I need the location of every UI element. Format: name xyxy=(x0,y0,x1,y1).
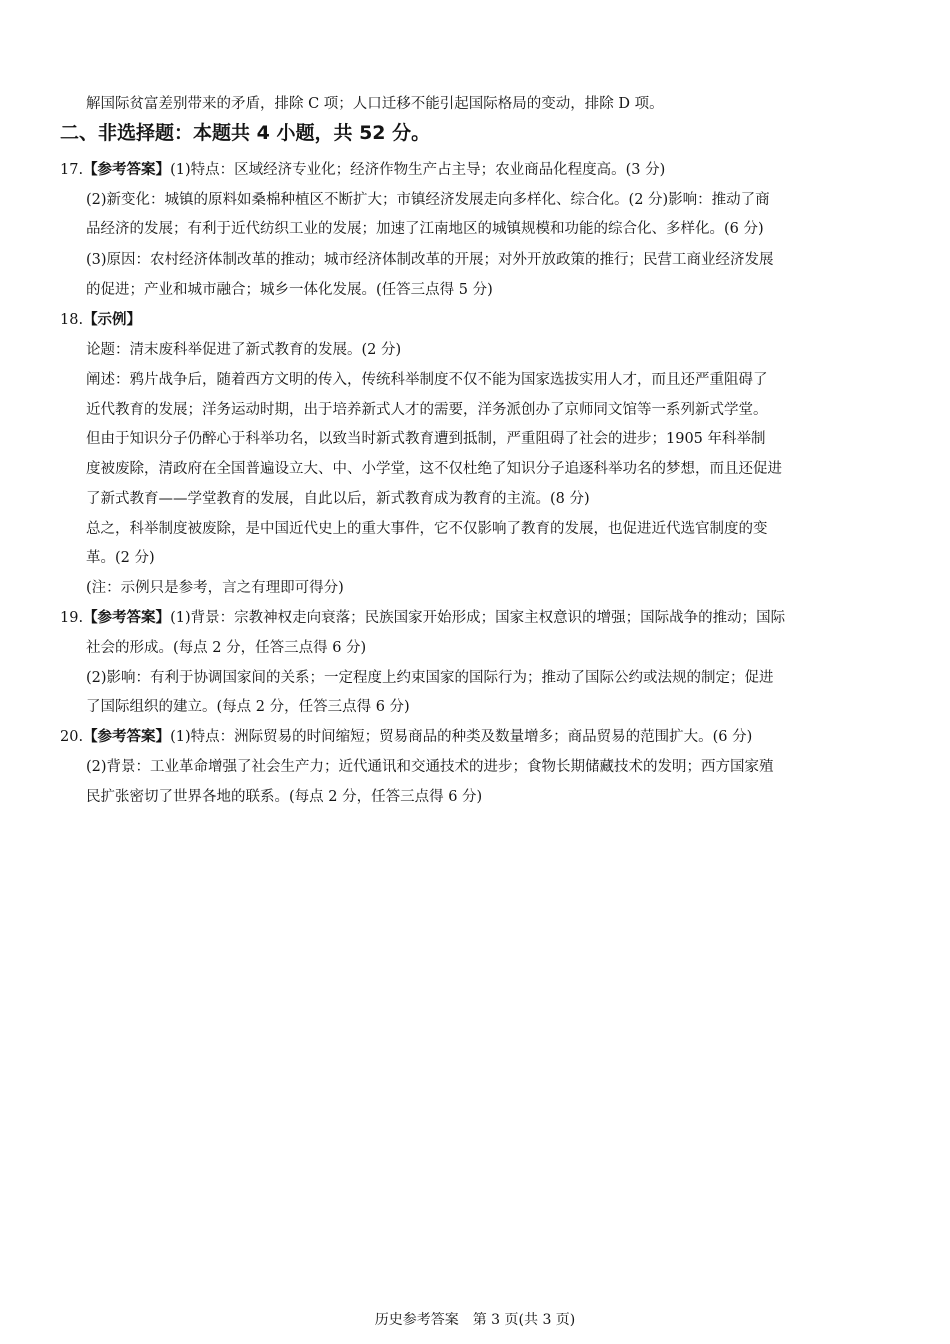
q18-line: 总之，科举制度被废除，是中国近代史上的重大事件，它不仅影响了教育的发展，也促进近代选官制度的变 xyxy=(86,521,768,537)
q19-line: (2)影响：有利于协调国家间的关系；一定程度上约束国家的国际行为；推动了国际公约或法规的制定；促进 xyxy=(86,670,774,686)
q19-first-line xyxy=(60,608,785,628)
q19-line: 了国际组织的建立。(每点 2 分，任答三点得 6 分) xyxy=(86,699,410,715)
q18-tag: 【示例】 xyxy=(83,312,142,328)
q17-first-line xyxy=(60,160,665,180)
q18-line: 革。(2 分) xyxy=(86,550,155,566)
q19-line: 社会的形成。(每点 2 分，任答三点得 6 分) xyxy=(86,640,367,656)
q18-line: 了新式教育——学堂教育的发展，自此以后，新式教育成为教育的主流。(8 分) xyxy=(86,491,590,507)
q20-number: 20. xyxy=(60,729,84,745)
q18-line: 度被废除，清政府在全国普遍设立大、中、小学堂，这不仅杜绝了知识分子追逐科举功名的梦想，而且还促进 xyxy=(86,461,782,477)
q17-line: (1)特点：区域经济专业化；经济作物生产占主导；农业商品化程度高。(3 分) xyxy=(170,162,666,178)
q18-line: 但由于知识分子仍醉心于科举功名，以致当时新式教育遭到抵制，严重阻碍了社会的进步；1905 年科举制 xyxy=(86,431,766,447)
q17-line: 的促进；产业和城市融合；城乡一体化发展。(任答三点得 5 分) xyxy=(86,282,493,298)
q19-tag: 【参考答案】 xyxy=(83,610,171,626)
q19-number: 19. xyxy=(60,610,84,626)
q20-line: (1)特点：洲际贸易的时间缩短；贸易商品的种类及数量增多；商品贸易的范围扩大。(6 分) xyxy=(170,729,753,745)
q17-line: (2)新变化：城镇的原料如桑棉种植区不断扩大；市镇经济发展走向多样化、综合化。(2 分)影响：推动了商 xyxy=(86,192,770,208)
q17-number: 17. xyxy=(60,162,84,178)
section-heading: 二、非选择题：本题共 4 小题，共 52 分。 xyxy=(60,122,431,144)
q20-tag: 【参考答案】 xyxy=(83,729,171,745)
q18-line: 近代教育的发展；洋务运动时期，出于培养新式人才的需要，洋务派创办了京师同文馆等一系列新式学堂。 xyxy=(86,402,768,418)
q18-first-line xyxy=(60,310,141,330)
q20-line: (2)背景：工业革命增强了社会生产力；近代通讯和交通技术的进步；食物长期储藏技术的发明；西方国家殖 xyxy=(86,759,774,775)
q20-line: 民扩张密切了世界各地的联系。(每点 2 分，任答三点得 6 分) xyxy=(86,789,483,805)
q18-line: 阐述：鸦片战争后，随着西方文明的传入，传统科举制度不仅不能为国家选拔实用人才，而且还严重阻碍了 xyxy=(86,372,768,388)
q18-note: (注：示例只是参考，言之有理即可得分) xyxy=(86,580,344,596)
q17-tag: 【参考答案】 xyxy=(83,162,171,178)
q17-line: (3)原因：农村经济体制改革的推动；城市经济体制改革的开展；对外开放政策的推行；民营工商业经济发展 xyxy=(86,252,774,268)
intro-line: 解国际贫富差别带来的矛盾，排除 C 项；人口迁移不能引起国际格局的变动，排除 D 项。 xyxy=(86,96,664,112)
q18-line: 论题：清末废科举促进了新式教育的发展。(2 分) xyxy=(86,342,402,358)
q20-first-line xyxy=(60,727,752,747)
q19-line: (1)背景：宗教神权走向衰落；民族国家开始形成；国家主权意识的增强；国际战争的推动；国际 xyxy=(170,610,786,626)
page-footer: 历史参考答案 第 3 页(共 3 页) xyxy=(374,1312,576,1328)
q18-number: 18. xyxy=(60,312,84,328)
q17-line: 品经济的发展；有利于近代纺织工业的发展；加速了江南地区的城镇规模和功能的综合化、多样化。(6 分) xyxy=(86,221,764,237)
